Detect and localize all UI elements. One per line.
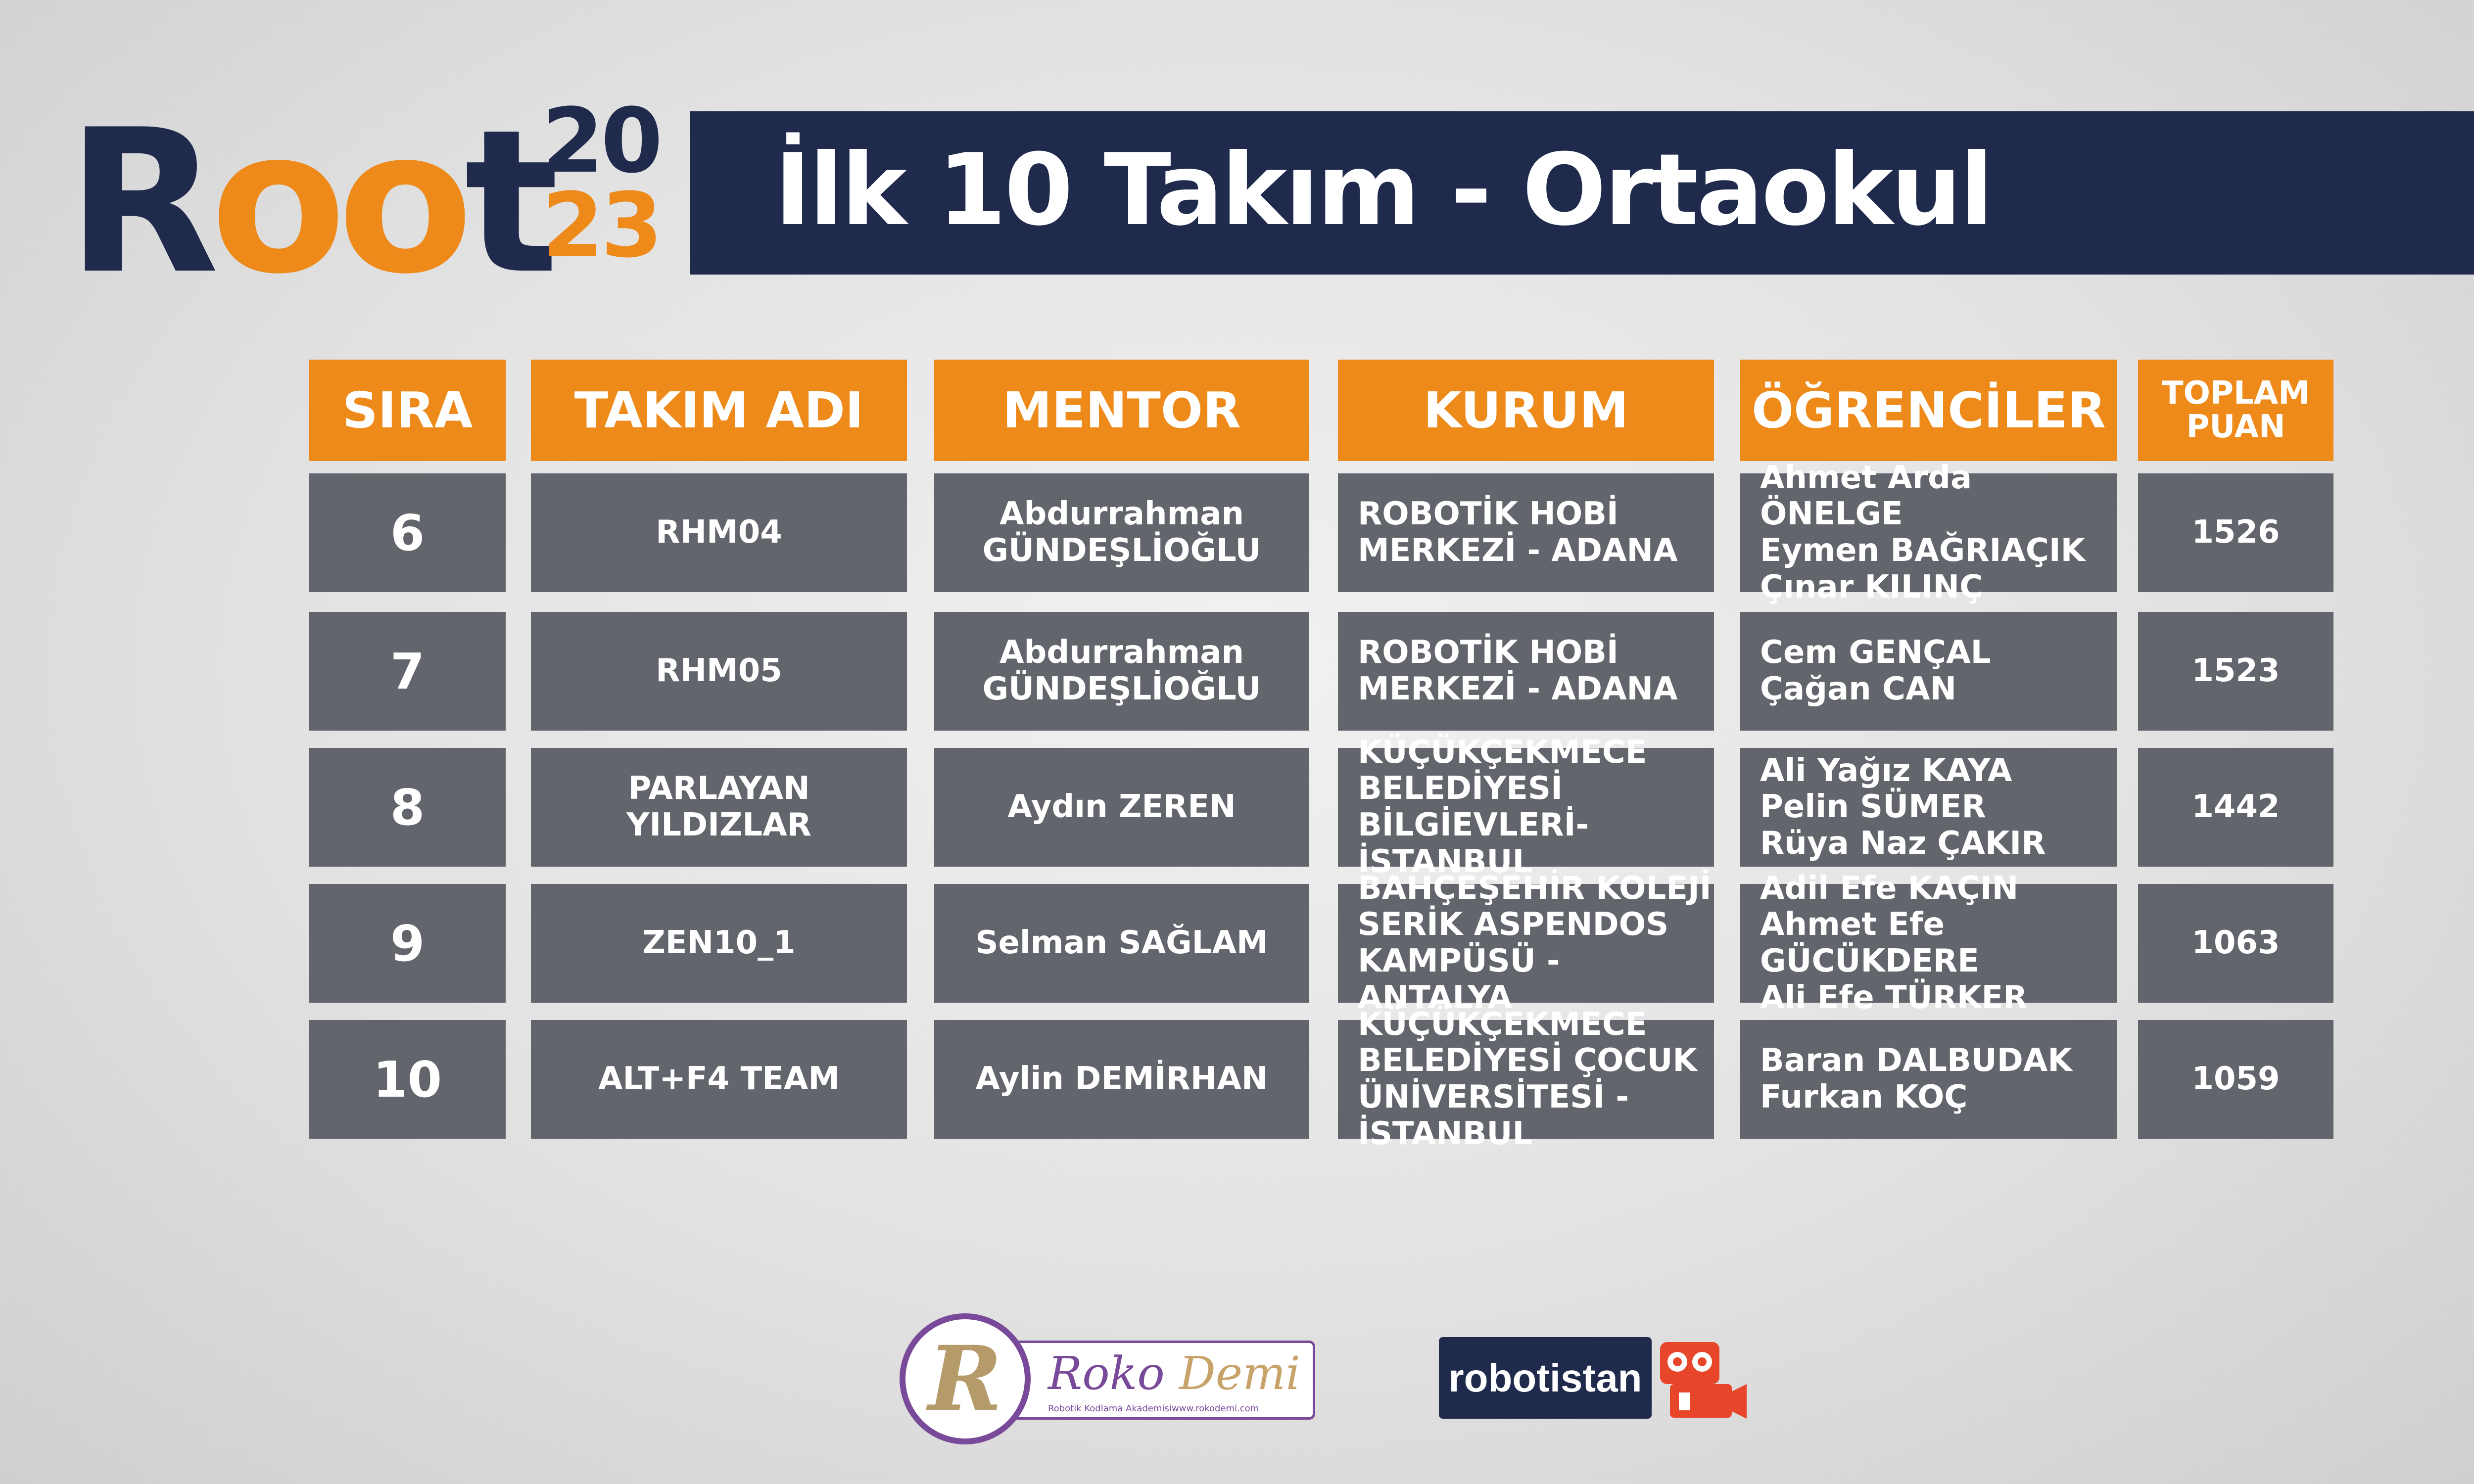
students-cell <box>1740 459 2117 605</box>
mentor-cell-lines <box>983 635 1261 707</box>
rank-cell-text: 8 <box>390 778 425 836</box>
score-cell-text: 1523 <box>2191 652 2280 690</box>
logo-year-bottom: 23 <box>542 174 660 278</box>
rokodemi-name-a: Roko <box>1048 1347 1165 1400</box>
institution-cell-line: BELEDİYESİ ÇOCUK <box>1358 1042 1698 1079</box>
mentor-cell-line: Aylin DEMİRHAN <box>975 1061 1268 1098</box>
robot-camera-icon <box>1655 1337 1749 1421</box>
rank-cell <box>309 473 506 592</box>
students-cell <box>1740 748 2117 867</box>
students-cell-line: Ali Yağız KAYA <box>1760 752 2012 789</box>
mentor-cell <box>934 612 1309 731</box>
students-cell-line: Adil Efe KAÇIN <box>1760 870 2019 907</box>
rokodemi-logo <box>900 1313 1315 1444</box>
team-name-cell <box>531 1020 907 1139</box>
rokodemi-tagline: Robotik Kodlama Akademisi <box>1048 1403 1172 1414</box>
institution-cell <box>1338 473 1714 592</box>
header-total-score <box>2138 360 2333 461</box>
mentor-cell-line: Abdurrahman <box>999 634 1244 671</box>
team-name-cell-text: PARLAYAN YILDIZLAR <box>626 770 811 843</box>
score-cell-text: 1063 <box>2191 925 2280 962</box>
mentor-cell <box>934 884 1309 1003</box>
score-cell <box>2138 612 2333 731</box>
team-name-cell-text: RHM04 <box>656 514 782 551</box>
header-total-line2: PUAN <box>2186 408 2285 445</box>
institution-cell-lines <box>1358 635 1678 707</box>
students-cell-lines <box>1760 460 2117 605</box>
institution-cell <box>1338 612 1714 731</box>
mentor-cell-lines <box>983 496 1261 569</box>
header-students: ÖĞRENCİLER <box>1740 360 2117 461</box>
logo-year <box>542 90 660 278</box>
institution-cell-lines <box>1358 496 1678 569</box>
rank-cell-text: 9 <box>390 914 425 973</box>
institution-cell-lines <box>1358 735 1714 880</box>
institution-cell-line: MERKEZİ - ADANA <box>1358 532 1678 569</box>
students-cell <box>1740 870 2117 1016</box>
students-cell-line: Pelin SÜMER <box>1760 788 1986 826</box>
institution-cell <box>1338 870 1714 1016</box>
title-banner <box>690 111 2474 275</box>
institution-cell-line: KÜÇÜKÇEKMECE <box>1358 734 1647 771</box>
header-total-line1: TOPLAM <box>2162 375 2310 412</box>
institution-cell-line: BELEDİYESİ BİLGİEVLERİ- <box>1358 770 1589 843</box>
logo-wordmark <box>67 88 550 318</box>
page-title: İlk 10 Takım - Ortaokul <box>774 133 1992 248</box>
mentor-cell <box>934 748 1309 867</box>
rank-cell <box>309 612 506 731</box>
rokodemi-name-b: Demi <box>1179 1347 1300 1400</box>
institution-cell-line: SERİK ASPENDOS <box>1358 906 1669 943</box>
rokodemi-url: www.rokodemi.com <box>1172 1403 1259 1414</box>
rank-cell <box>309 1020 506 1139</box>
students-cell-line: Baran DALBUDAK <box>1760 1042 2072 1079</box>
team-name-cell-text: ALT+F4 TEAM <box>598 1061 840 1098</box>
root-2023-logo <box>67 84 685 318</box>
robotistan-logo <box>1439 1337 1652 1419</box>
students-cell-line: Çınar KILINÇ <box>1760 568 1983 605</box>
institution-cell <box>1338 1006 1714 1152</box>
logo-letter-t: t <box>464 88 550 318</box>
institution-cell-line: ROBOTİK HOBİ <box>1358 634 1618 671</box>
mentor-cell-line: GÜNDEŞLİOĞLU <box>982 671 1261 707</box>
students-cell-line: Eymen BAĞRIAÇIK <box>1760 532 2086 569</box>
mentor-cell <box>934 473 1309 592</box>
institution-cell-line: BAHÇEŞEHİR KOLEJİ <box>1358 870 1712 907</box>
logo-year-top: 20 <box>542 90 660 193</box>
students-cell-line: Furkan KOÇ <box>1760 1079 1968 1115</box>
header-mentor: MENTOR <box>934 360 1309 461</box>
mentor-cell-lines <box>975 925 1268 962</box>
students-cell-lines <box>1760 753 2046 862</box>
robotistan-label: robotistan <box>1448 1355 1642 1400</box>
score-cell-text: 1059 <box>2191 1061 2280 1098</box>
students-cell-line: Ahmet Efe GÜCÜKDERE <box>1760 906 1979 979</box>
mentor-cell-line: Selman SAĞLAM <box>975 925 1268 962</box>
mentor-cell-line: Abdurrahman <box>999 496 1244 533</box>
mentor-cell-line: GÜNDEŞLİOĞLU <box>982 532 1261 569</box>
institution-cell-line: İSTANBUL <box>1358 843 1533 880</box>
rokodemi-letter: R <box>928 1326 1002 1431</box>
score-cell <box>2138 748 2333 867</box>
institution-cell <box>1338 734 1714 880</box>
institution-cell-line: MERKEZİ - ADANA <box>1358 671 1678 707</box>
mentor-cell-lines <box>976 1061 1268 1098</box>
mentor-cell-line: Aydın ZEREN <box>1007 788 1236 826</box>
team-name-cell <box>531 612 907 731</box>
institution-cell-line: KAMPÜSÜ - ANTALYA <box>1358 943 1560 1016</box>
students-cell-line: Çağan CAN <box>1760 671 1957 707</box>
team-name-cell-text: RHM05 <box>656 652 782 690</box>
institution-cell-line: KÜÇÜKÇEKMECE <box>1358 1006 1647 1043</box>
score-cell-text: 1526 <box>2191 514 2280 551</box>
institution-cell-lines <box>1358 871 1714 1016</box>
score-cell-text: 1442 <box>2191 788 2280 826</box>
team-name-cell <box>531 884 907 1003</box>
header-institution: KURUM <box>1338 360 1714 461</box>
mentor-cell <box>934 1020 1309 1139</box>
rank-cell-text: 10 <box>373 1050 442 1109</box>
students-cell <box>1740 612 2117 731</box>
header-team: TAKIM ADI <box>531 360 907 461</box>
rank-cell <box>309 884 506 1003</box>
institution-cell-line: ÜNİVERSİTESİ - İSTANBUL <box>1358 1079 1629 1152</box>
students-cell <box>1740 1020 2117 1139</box>
mentor-cell-lines <box>1007 789 1236 826</box>
students-cell-lines <box>1760 1043 2072 1115</box>
students-cell-lines <box>1760 635 1991 707</box>
logo-letter-r: R <box>67 88 211 318</box>
score-cell <box>2138 1020 2333 1139</box>
students-cell-line: Ahmet Arda ÖNELGE <box>1760 459 1972 533</box>
team-name-cell <box>531 473 907 592</box>
rokodemi-name <box>1048 1347 1300 1400</box>
team-name-cell <box>531 748 907 867</box>
rank-cell <box>309 748 506 867</box>
header-rank: SIRA <box>309 360 506 461</box>
rank-cell-text: 7 <box>390 642 425 700</box>
score-cell <box>2138 473 2333 592</box>
institution-cell-line: ROBOTİK HOBİ <box>1358 496 1618 533</box>
students-cell-lines <box>1760 871 2117 1016</box>
logo-letters-oo: oo <box>210 88 465 318</box>
students-cell-line: Rüya Naz ÇAKIR <box>1760 825 2046 862</box>
score-cell <box>2138 884 2333 1003</box>
students-cell-line: Cem GENÇAL <box>1760 634 1991 671</box>
rokodemi-emblem <box>900 1313 1031 1444</box>
students-cell-line: Ali Efe TÜRKER <box>1760 979 2028 1016</box>
rank-cell-text: 6 <box>390 504 425 562</box>
team-name-cell-text: ZEN10_1 <box>642 925 796 962</box>
institution-cell-lines <box>1358 1007 1714 1152</box>
